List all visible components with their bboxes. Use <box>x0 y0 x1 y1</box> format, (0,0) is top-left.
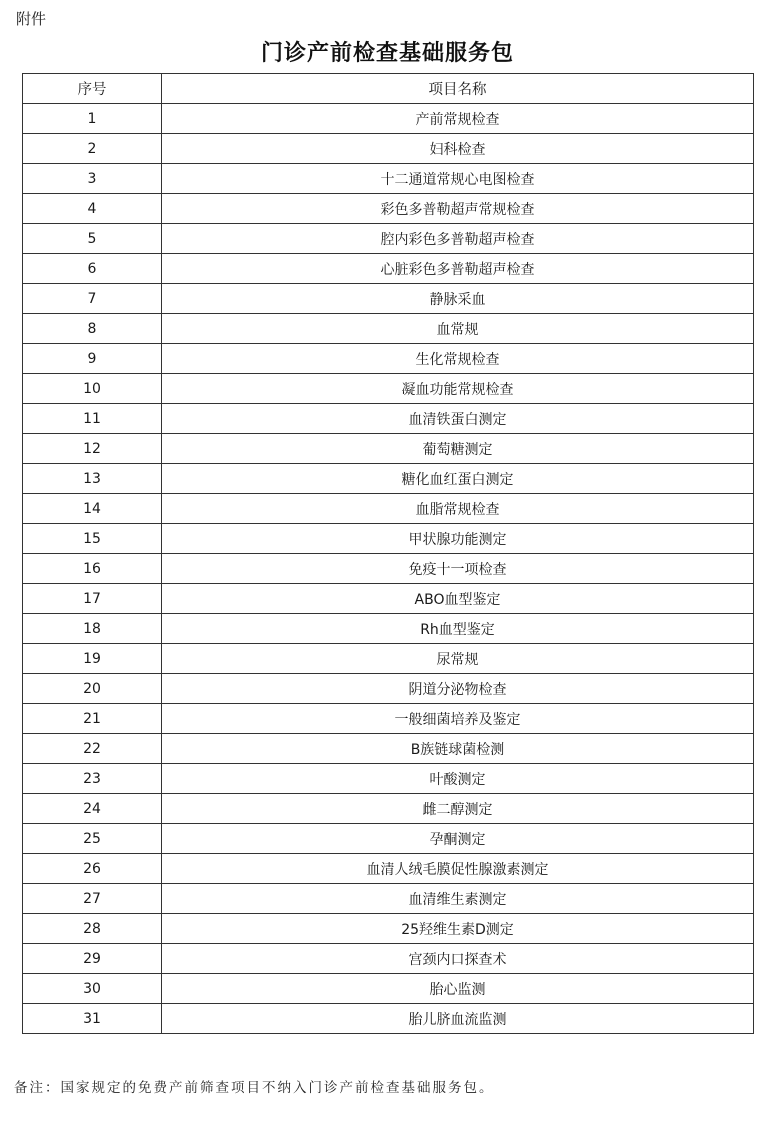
table-row <box>23 674 754 704</box>
row-index-cell: 11 <box>23 404 162 434</box>
row-item-name-cell: 血常规 <box>162 314 754 344</box>
table-row <box>23 854 754 884</box>
row-index-cell: 7 <box>23 284 162 314</box>
row-item-name-cell: 腔内彩色多普勒超声检查 <box>162 224 754 254</box>
document-title: 门诊产前检查基础服务包 <box>260 40 514 66</box>
row-index-cell: 8 <box>23 314 162 344</box>
row-index-cell: 15 <box>23 524 162 554</box>
row-item-name-cell: 静脉采血 <box>162 284 754 314</box>
column-header-index: 序号 <box>23 74 162 104</box>
row-index-cell: 17 <box>23 584 162 614</box>
table-row <box>23 794 754 824</box>
row-index-cell: 23 <box>23 764 162 794</box>
table-row <box>23 404 754 434</box>
row-item-name-cell: 甲状腺功能测定 <box>162 524 754 554</box>
table-row <box>23 134 754 164</box>
row-item-name-cell: 凝血功能常规检查 <box>162 374 754 404</box>
row-item-name-cell: 胎心监测 <box>162 974 754 1004</box>
row-item-name-cell: 十二通道常规心电图检查 <box>162 164 754 194</box>
row-index-cell: 25 <box>23 824 162 854</box>
table-row <box>23 1004 754 1034</box>
row-item-name-cell: 彩色多普勒超声常规检查 <box>162 194 754 224</box>
row-index-cell: 4 <box>23 194 162 224</box>
table-row <box>23 284 754 314</box>
row-item-name-cell: 宫颈内口探查术 <box>162 944 754 974</box>
row-index-cell: 26 <box>23 854 162 884</box>
table-row <box>23 824 754 854</box>
row-index-cell: 10 <box>23 374 162 404</box>
table-row <box>23 344 754 374</box>
row-index-cell: 5 <box>23 224 162 254</box>
footnote: 备注：国家规定的免费产前筛查项目不纳入门诊产前检查基础服务包。 <box>14 1080 495 1096</box>
row-item-name-cell: 心脏彩色多普勒超声检查 <box>162 254 754 284</box>
row-item-name-cell: 阴道分泌物检查 <box>162 674 754 704</box>
row-index-cell: 22 <box>23 734 162 764</box>
column-header-item-name: 项目名称 <box>162 74 754 104</box>
row-index-cell: 18 <box>23 614 162 644</box>
row-item-name-cell: 生化常规检查 <box>162 344 754 374</box>
table-row <box>23 614 754 644</box>
row-item-name-cell: 妇科检查 <box>162 134 754 164</box>
row-item-name-cell: Rh血型鉴定 <box>162 614 754 644</box>
table-row <box>23 314 754 344</box>
table-row <box>23 974 754 1004</box>
table-row <box>23 224 754 254</box>
row-item-name-cell: 尿常规 <box>162 644 754 674</box>
row-index-cell: 13 <box>23 464 162 494</box>
table-row <box>23 734 754 764</box>
row-item-name-cell: 血脂常规检查 <box>162 494 754 524</box>
row-index-cell: 9 <box>23 344 162 374</box>
table-row <box>23 464 754 494</box>
row-item-name-cell: 孕酮测定 <box>162 824 754 854</box>
row-index-cell: 28 <box>23 914 162 944</box>
row-item-name-cell: ABO血型鉴定 <box>162 584 754 614</box>
row-item-name-cell: 糖化血红蛋白测定 <box>162 464 754 494</box>
row-item-name-cell: 血清维生素测定 <box>162 884 754 914</box>
row-index-cell: 29 <box>23 944 162 974</box>
row-item-name-cell: 血清人绒毛膜促性腺激素测定 <box>162 854 754 884</box>
row-index-cell: 16 <box>23 554 162 584</box>
row-index-cell: 6 <box>23 254 162 284</box>
row-index-cell: 30 <box>23 974 162 1004</box>
table-row <box>23 914 754 944</box>
row-item-name-cell: 免疫十一项检查 <box>162 554 754 584</box>
table-row <box>23 584 754 614</box>
row-item-name-cell: 产前常规检查 <box>162 104 754 134</box>
row-index-cell: 2 <box>23 134 162 164</box>
attachment-label: 附件 <box>16 10 47 28</box>
row-index-cell: 3 <box>23 164 162 194</box>
table-header-row <box>23 74 754 104</box>
table-row <box>23 554 754 584</box>
table-row <box>23 164 754 194</box>
table-row <box>23 884 754 914</box>
table-row <box>23 254 754 284</box>
row-index-cell: 20 <box>23 674 162 704</box>
row-index-cell: 27 <box>23 884 162 914</box>
row-item-name-cell: 一般细菌培养及鉴定 <box>162 704 754 734</box>
table-row <box>23 194 754 224</box>
table-row <box>23 764 754 794</box>
row-item-name-cell: 叶酸测定 <box>162 764 754 794</box>
row-index-cell: 14 <box>23 494 162 524</box>
row-index-cell: 21 <box>23 704 162 734</box>
table-row <box>23 374 754 404</box>
row-item-name-cell: 雌二醇测定 <box>162 794 754 824</box>
row-index-cell: 24 <box>23 794 162 824</box>
row-item-name-cell: B族链球菌检测 <box>162 734 754 764</box>
row-index-cell: 19 <box>23 644 162 674</box>
table-row <box>23 944 754 974</box>
table-row <box>23 704 754 734</box>
row-item-name-cell: 血清铁蛋白测定 <box>162 404 754 434</box>
row-item-name-cell: 葡萄糖测定 <box>162 434 754 464</box>
row-index-cell: 31 <box>23 1004 162 1034</box>
row-item-name-cell: 25羟维生素D测定 <box>162 914 754 944</box>
table-row <box>23 644 754 674</box>
row-item-name-cell: 胎儿脐血流监测 <box>162 1004 754 1034</box>
row-index-cell: 12 <box>23 434 162 464</box>
table-row <box>23 434 754 464</box>
table-row <box>23 524 754 554</box>
table-row <box>23 494 754 524</box>
service-package-table <box>22 73 754 1034</box>
row-index-cell: 1 <box>23 104 162 134</box>
table-row <box>23 104 754 134</box>
